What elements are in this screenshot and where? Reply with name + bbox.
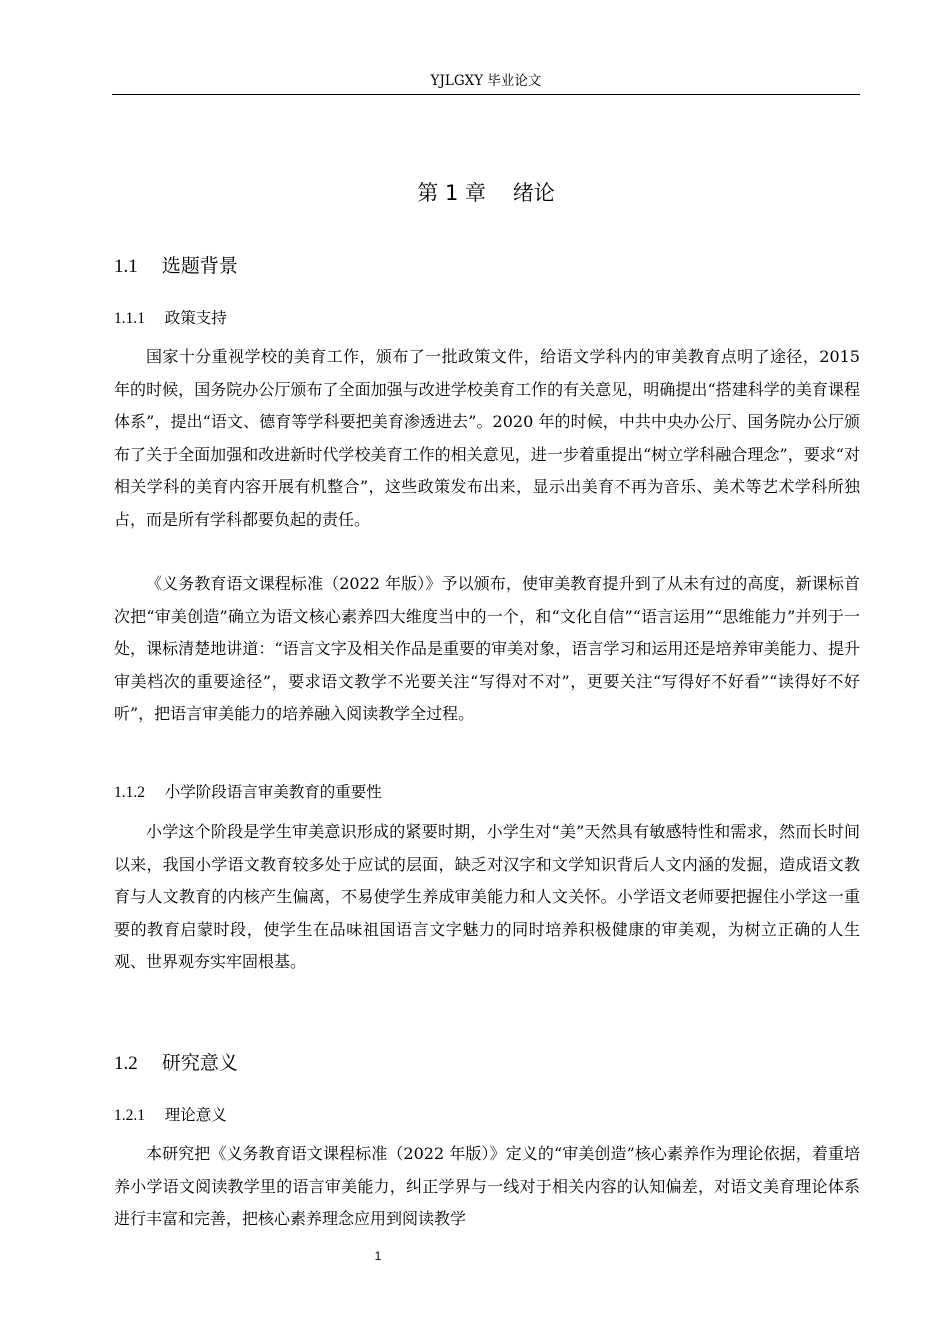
section-title: 选题背景 (161, 255, 238, 277)
section-number: 1.1 (114, 256, 138, 277)
paragraph-theory: 本研究把《义务教育语文课程标准（2022 年版）》定义的“审美创造”核心素养作为理论依据，着重培养小学语文阅读教学里的语言审美能力，纠正学界与一线对于相关内容的认知偏差，对语文美育理论体系进行丰富和完善，把核心素养理念应用到阅读教学 (114, 1144, 860, 1228)
section-heading-1-2 (114, 1049, 238, 1078)
subsection-number: 1.1.2 (114, 784, 145, 801)
section-heading-1-1 (114, 252, 238, 281)
subsection-title: 理论意义 (164, 1106, 227, 1124)
running-header: YJLGXY 毕业论文 (112, 72, 860, 95)
paragraph-policy-1: 国家十分重视学校的美育工作，颁布了一批政策文件，给语文学科内的审美教育点明了途径，2015 年的时候，国务院办公厅颁布了全面加强与改进学校美育工作的有关意见，明确提出“搭建科学的美育课程体系”，提出“语文、德育等学科要把美育渗透进去”。2020 年的时候，中共中央办公厅、国务院办公厅颁布了关于全面加强和改进新时代学校美育工作的相关意见，进一步着重提出“树立学科融合理念”，要求“对相关学科的美育内容开展有机整合”，这些政策发布出来，显示出美育不再为音乐、美术等艺术学科所独占，而是所有学科都要负起的责任。 (114, 347, 860, 529)
chapter-heading (112, 178, 860, 208)
section-title: 研究意义 (161, 1052, 238, 1074)
subsection-title: 政策支持 (164, 309, 227, 327)
subsection-number: 1.1.1 (114, 310, 145, 327)
subsection-heading-1-1-2 (114, 780, 382, 805)
chapter-title: 绪论 (512, 181, 555, 205)
chapter-number: 第 1 章 (417, 181, 486, 205)
paragraph-importance: 小学这个阶段是学生审美意识形成的紧要时期，小学生对“美”天然具有敏感特性和需求，然而长时间以来，我国小学语文教育较多处于应试的层面，缺乏对汉字和文学知识背后人文内涵的发掘，造成语文教育与人文教育的内核产生偏离，不易使学生养成审美能力和人文关怀。小学语文老师要把握住小学这一重要的教育启蒙时段，使学生在品味祖国语言文字魅力的同时培养积极健康的审美观，为树立正确的人生观、世界观夯实牢固根基。 (114, 822, 860, 971)
page-number: 1 (374, 1249, 382, 1263)
subsection-number: 1.2.1 (114, 1107, 145, 1124)
section-number: 1.2 (114, 1053, 138, 1074)
paragraph-policy-2: 《义务教育语文课程标准（2022 年版）》予以颁布，使审美教育提升到了从未有过的高度，新课标首次把“审美创造”确立为语文核心素养四大维度当中的一个，和“文化自信”“语言运用”“思维能力”并列于一处，课标清楚地讲道：“语言文字及相关作品是重要的审美对象，语言学习和运用还是培养审美能力、提升审美档次的重要途径”，要求语文教学不光要关注“写得对不对”，更要关注“写得好不好看”“读得好不好听”，把语言审美能力的培养融入阅读教学全过程。 (114, 574, 860, 723)
subsection-heading-1-2-1 (114, 1103, 227, 1128)
subsection-heading-1-1-1 (114, 306, 227, 331)
subsection-title: 小学阶段语言审美教育的重要性 (164, 783, 382, 801)
